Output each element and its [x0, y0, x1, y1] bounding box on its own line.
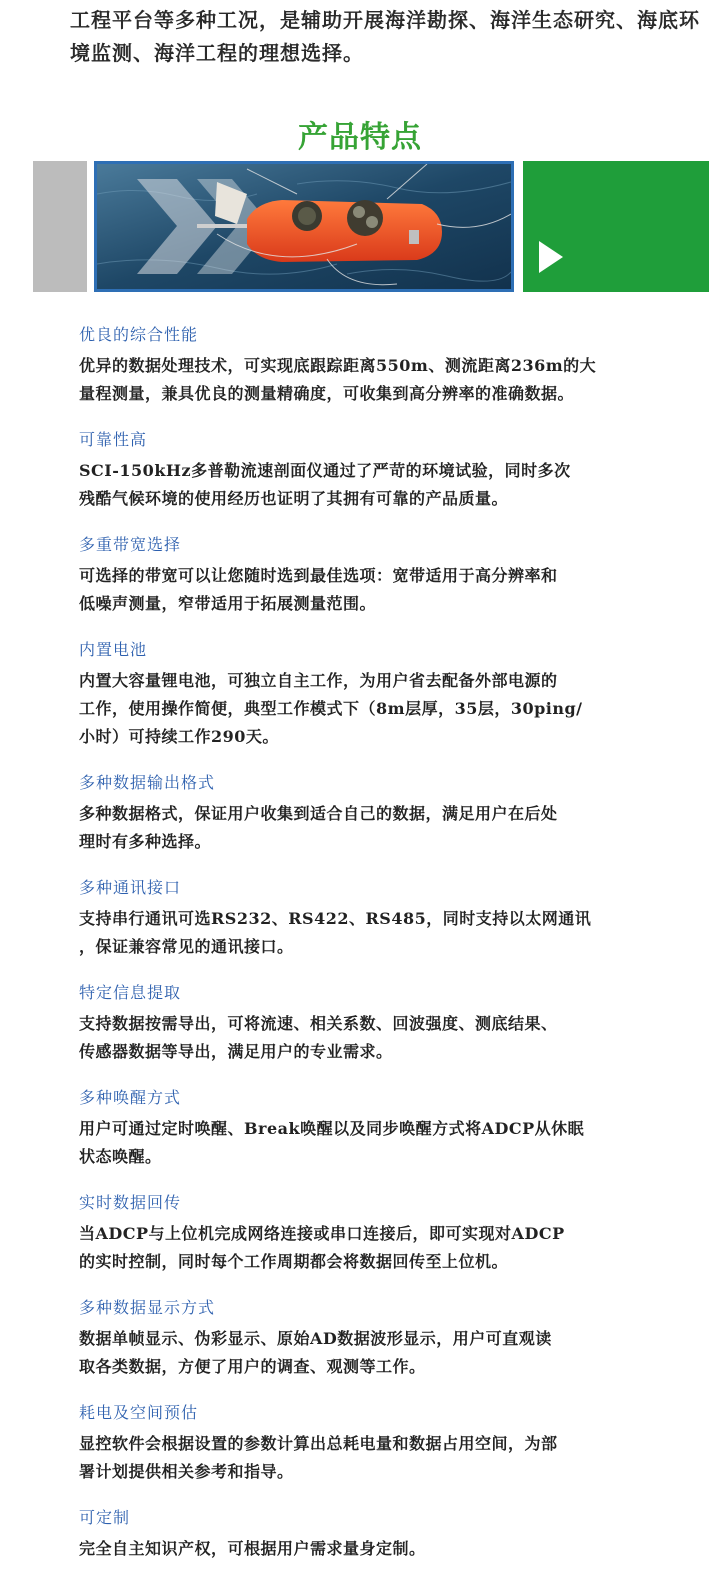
feature-item — [79, 1291, 679, 1381]
feature-line: 低噪声测量，窄带适用于拓展测量范围。 — [79, 594, 377, 613]
feature-title: 内置电池 — [79, 640, 148, 659]
feature-line: 用户可通过定时唤醒、Break唤醒以及同步唤醒方式将ADCP从休眠 — [79, 1119, 585, 1138]
feature-item — [79, 871, 679, 961]
feature-line: 支持数据按需导出，可将流速、相关系数、回波强度、测底结果、 — [79, 1014, 558, 1033]
feature-title: 特定信息提取 — [79, 983, 182, 1002]
feature-item — [79, 976, 679, 1066]
feature-title: 优良的综合性能 — [79, 325, 199, 344]
feature-line: 可选择的带宽可以让您随时选到最佳选项：宽带适用于高分辨率和 — [79, 566, 558, 585]
feature-line: 量程测量，兼具优良的测量精确度，可收集到高分辨率的准确数据。 — [79, 384, 575, 403]
feature-item — [79, 633, 679, 751]
feature-item — [79, 318, 679, 408]
section-title: 产品特点 — [298, 120, 422, 155]
feature-item — [79, 423, 679, 513]
feature-item — [79, 766, 679, 856]
product-photo — [94, 161, 514, 292]
feature-line: 的实时控制，同时每个工作周期都会将数据回传至上位机。 — [79, 1252, 509, 1271]
feature-line: 内置大容量锂电池，可独立自主工作，为用户省去配备外部电源的 — [79, 671, 558, 690]
feature-line: 署计划提供相关参考和指导。 — [79, 1462, 294, 1481]
feature-item — [79, 528, 679, 618]
feature-line: 取各类数据，方便了用户的调查、观测等工作。 — [79, 1357, 426, 1376]
banner-gray-block — [33, 161, 87, 292]
play-arrow-icon[interactable] — [539, 241, 563, 273]
feature-line: 状态唤醒。 — [79, 1147, 162, 1166]
feature-title: 多种数据显示方式 — [79, 1298, 216, 1317]
feature-line: 工作，使用操作简便，典型工作模式下（8m层厚，35层，30ping/ — [79, 699, 583, 718]
feature-line: 支持串行通讯可选RS232、RS422、RS485，同时支持以太网通讯 — [79, 909, 592, 928]
feature-title: 耗电及空间预估 — [79, 1403, 199, 1422]
feature-title: 多种唤醒方式 — [79, 1088, 182, 1107]
feature-title: 多种通讯接口 — [79, 878, 182, 897]
feature-line: 理时有多种选择。 — [79, 832, 212, 851]
feature-title: 多种数据输出格式 — [79, 773, 216, 792]
feature-item — [79, 1501, 679, 1563]
feature-line: 数据单帧显示、伪彩显示、原始AD数据波形显示，用户可直观读 — [79, 1329, 552, 1348]
feature-line: 小时）可持续工作290天。 — [79, 727, 279, 746]
banner — [0, 161, 720, 293]
feature-title: 可靠性高 — [79, 430, 148, 449]
feature-line: 传感器数据等导出，满足用户的专业需求。 — [79, 1042, 393, 1061]
feature-line: SCⅠ-150kHz多普勒流速剖面仪通过了严苛的环境试验，同时多次 — [79, 461, 571, 480]
feature-item — [79, 1081, 679, 1171]
feature-item — [79, 1186, 679, 1276]
feature-list — [79, 318, 679, 1578]
intro-paragraph: 工程平台等多种工况，是辅助开展海洋勘探、海洋生态研究、海底环境监测、海洋工程的理想选择。 — [70, 8, 700, 65]
feature-line: 多种数据格式，保证用户收集到适合自己的数据，满足用户在后处 — [79, 804, 558, 823]
feature-title: 可定制 — [79, 1508, 131, 1527]
feature-line: 完全自主知识产权，可根据用户需求量身定制。 — [79, 1539, 426, 1558]
feature-item — [79, 1396, 679, 1486]
feature-line: 显控软件会根据设置的参数计算出总耗电量和数据占用空间，为部 — [79, 1434, 558, 1453]
feature-line: 当ADCP与上位机完成网络连接或串口连接后，即可实现对ADCP — [79, 1224, 565, 1243]
feature-title: 实时数据回传 — [79, 1193, 182, 1212]
banner-green-block — [523, 161, 709, 292]
feature-line: 优异的数据处理技术，可实现底跟踪距离550m、测流距离236m的大 — [79, 356, 597, 375]
feature-line: 残酷气候环境的使用经历也证明了其拥有可靠的产品质量。 — [79, 489, 509, 508]
feature-line: ，保证兼容常见的通讯接口。 — [79, 937, 294, 956]
feature-title: 多重带宽选择 — [79, 535, 182, 554]
